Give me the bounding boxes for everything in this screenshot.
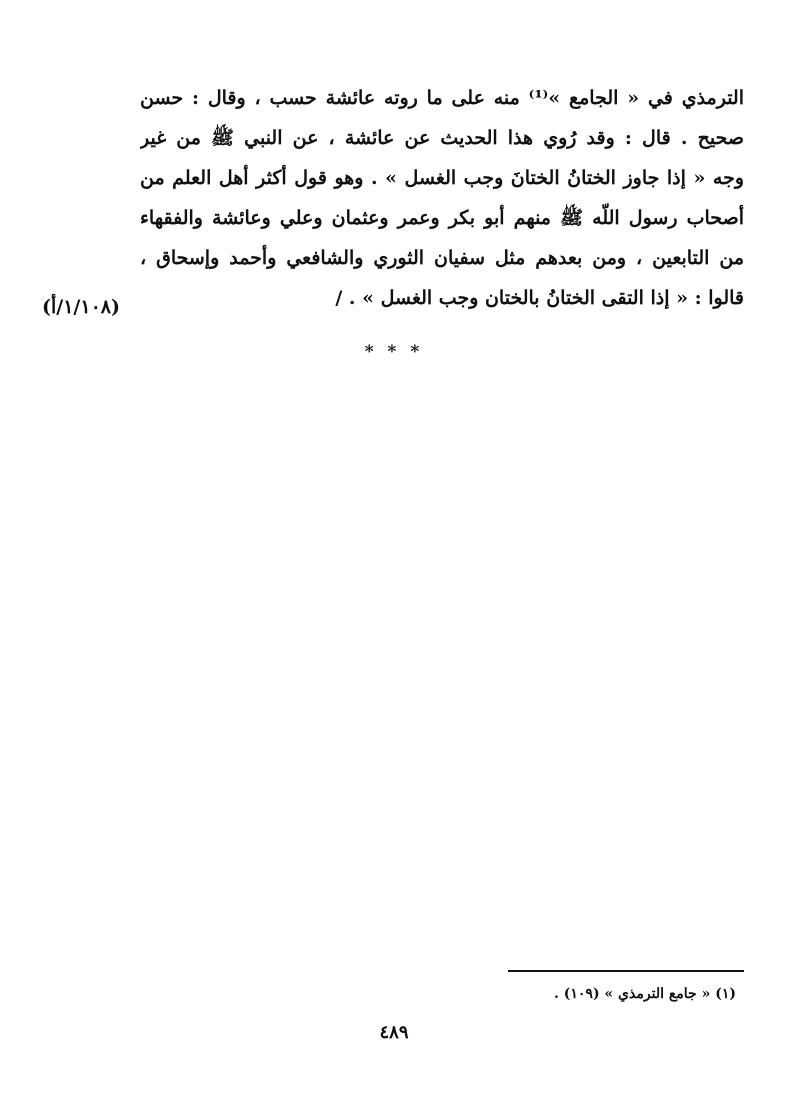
- footnote: (١) « جامع الترمذي » (١٠٩) .: [554, 986, 736, 1002]
- text-line-1: الترمذي في « الجامع »⁽¹⁾ منه على ما روته عائشة حسب ، وقال : حسن: [140, 87, 744, 109]
- text-line-6: قالوا : « إذا التقى الختانُ بالختان وجب الغسل » . /: [335, 287, 744, 309]
- text-line-4: أصحاب رسول اللّه ﷺ منهم أبو بكر وعمر وعثمان وعلي وعائشة والفقهاء: [140, 207, 744, 229]
- text-line-5: من التابعين ، ومن بعدهم مثل سفيان الثوري والشافعي وأحمد وإسحاق ،: [140, 247, 744, 269]
- section-separator: * * *: [364, 342, 424, 362]
- text-line-2: صحيح . قال : وقد رُوي هذا الحديث عن عائشة ، عن النبي ﷺ من غير: [140, 127, 744, 149]
- main-text-block: [140, 78, 744, 318]
- text-line-3: وجه « إذا جاوز الختانُ الختانَ وجب الغسل » . وهو قول أكثر أهل العلم من: [140, 167, 744, 189]
- manuscript-folio-reference: (١/١٠٨/أ): [42, 296, 120, 318]
- footnote-divider: [508, 970, 744, 972]
- page-number: ٤٨٩: [379, 1022, 409, 1043]
